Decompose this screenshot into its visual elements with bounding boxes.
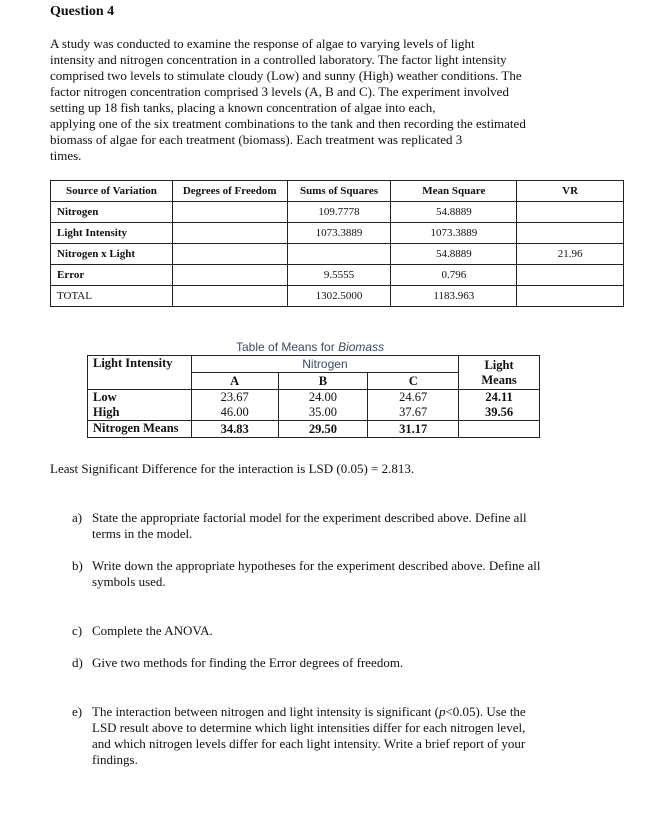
intro-line: comprised two levels to stimulate cloudy (Low) and sunny (High) weather conditions. The <box>50 68 522 83</box>
row-low-label: Low <box>93 390 117 404</box>
light-mean-high: 39.56 <box>484 405 514 419</box>
anova-source: Nitrogen x Light <box>51 244 173 265</box>
anova-vr: 21.96 <box>517 244 624 265</box>
anova-df <box>172 286 287 307</box>
nitrogen-means-label: Nitrogen Means <box>88 421 192 438</box>
anova-df <box>172 202 287 223</box>
table-row <box>51 265 624 286</box>
anova-ms: 54.8889 <box>391 244 517 265</box>
part-e-label: e) <box>72 704 83 719</box>
anova-ms: 54.8889 <box>391 202 517 223</box>
intro-line: applying one of the six treatment combinations to the tank and then recording the estimated <box>50 116 526 131</box>
anova-ss: 1073.3889 <box>287 223 391 244</box>
anova-df <box>172 244 287 265</box>
low-c: 24.67 <box>399 390 428 404</box>
column-c-values <box>368 390 459 421</box>
nitrogen-mean-a: 34.83 <box>191 421 278 438</box>
table-row <box>88 421 540 438</box>
intro-line: setting up 18 fish tanks, placing a known concentration of algae into each, <box>50 100 436 115</box>
light-means-values <box>459 390 540 421</box>
row-high-label: High <box>93 405 120 419</box>
nitrogen-mean-c: 31.17 <box>368 421 459 438</box>
part-b-label: b) <box>72 558 83 573</box>
part-d-label: d) <box>72 655 83 670</box>
anova-ms: 1183.963 <box>391 286 517 307</box>
part-b-text <box>92 558 592 590</box>
anova-header-ss: Sums of Squares <box>287 181 391 202</box>
low-b: 24.00 <box>308 390 338 404</box>
part-e-line1-post: <0.05). Use the <box>445 704 526 719</box>
anova-header-ms: Mean Square <box>391 181 517 202</box>
intro-line: A study was conducted to examine the response of algae to varying levels of light <box>50 36 475 51</box>
light-means-label <box>459 356 540 390</box>
intro-line: intensity and nitrogen concentration in a controlled laboratory. The factor light intensity <box>50 52 507 67</box>
means-header-row <box>88 356 540 373</box>
part-a-line: terms in the model. <box>92 526 193 541</box>
anova-vr <box>517 265 624 286</box>
part-d-text: Give two methods for finding the Error degrees of freedom. <box>92 655 404 670</box>
table-row <box>51 223 624 244</box>
question-intro <box>50 36 580 164</box>
part-e-line: LSD result above to determine which light intensities differ for each nitrogen level, <box>92 720 526 735</box>
part-a-label: a) <box>72 510 83 525</box>
column-c: C <box>368 373 459 390</box>
high-a: 46.00 <box>220 405 249 419</box>
anova-ms: 0.796 <box>391 265 517 286</box>
part-b-line: symbols used. <box>92 574 166 589</box>
part-e-line1-pre: The interaction between nitrogen and light intensity is significant ( <box>92 704 439 719</box>
anova-vr <box>517 202 624 223</box>
lsd-statement: Least Significant Difference for the interaction is LSD (0.05) = 2.813. <box>50 461 415 476</box>
anova-header-df: Degrees of Freedom <box>172 181 287 202</box>
question-title: Question 4 <box>50 4 115 19</box>
light-means-line1: Light <box>484 357 514 372</box>
anova-header-source: Source of Variation <box>51 181 173 202</box>
low-a: 23.67 <box>220 390 249 404</box>
anova-source: Light Intensity <box>51 223 173 244</box>
anova-header-row <box>51 181 624 202</box>
part-b-line: Write down the appropriate hypotheses for the experiment described above. Define all <box>92 558 541 573</box>
intro-line: times. <box>50 148 82 163</box>
anova-ss: 1302.5000 <box>287 286 391 307</box>
anova-vr <box>517 286 624 307</box>
anova-ss: 109.7778 <box>287 202 391 223</box>
light-means-line2: Means <box>481 372 517 387</box>
nitrogen-mean-b: 29.50 <box>278 421 368 438</box>
empty-cell <box>459 421 540 438</box>
anova-header-vr: VR <box>517 181 624 202</box>
column-b-values <box>278 390 368 421</box>
means-table <box>87 355 540 438</box>
part-e-line: findings. <box>92 752 138 767</box>
anova-table <box>50 180 624 307</box>
part-e-line <box>92 704 592 720</box>
light-intensity-label: Light Intensity <box>88 356 192 390</box>
anova-df <box>172 223 287 244</box>
intro-line: factor nitrogen concentration comprised 3 levels (A, B and C). The experiment involved <box>50 84 509 99</box>
anova-ss: 9.5555 <box>287 265 391 286</box>
high-c: 37.67 <box>399 405 428 419</box>
column-b: B <box>278 373 368 390</box>
table-row <box>51 286 624 307</box>
means-caption-prefix: Table of Means for <box>236 340 339 354</box>
part-a-line: State the appropriate factorial model for the experiment described above. Define all <box>92 510 527 525</box>
anova-vr <box>517 223 624 244</box>
anova-source: TOTAL <box>51 286 173 307</box>
means-caption-italic: Biomass <box>338 340 385 354</box>
part-e-p: p <box>438 704 446 719</box>
part-a-text <box>92 510 592 542</box>
row-labels <box>88 390 192 421</box>
anova-source: Nitrogen <box>51 202 173 223</box>
part-c-label: c) <box>72 623 83 638</box>
means-table-caption <box>236 340 384 354</box>
column-a: A <box>191 373 278 390</box>
table-row <box>51 202 624 223</box>
anova-ss <box>287 244 391 265</box>
anova-source: Error <box>51 265 173 286</box>
light-mean-low: 24.11 <box>485 390 513 404</box>
anova-ms: 1073.3889 <box>391 223 517 244</box>
part-c-text: Complete the ANOVA. <box>92 623 213 638</box>
table-row <box>88 390 540 421</box>
anova-df <box>172 265 287 286</box>
column-a-values <box>191 390 278 421</box>
high-b: 35.00 <box>308 405 338 419</box>
part-e-line: and which nitrogen levels differ for each light intensity. Write a brief report of your <box>92 736 526 751</box>
table-row <box>51 244 624 265</box>
intro-line: biomass of algae for each treatment (biomass). Each treatment was replicated 3 <box>50 132 463 147</box>
part-e-text <box>92 704 592 768</box>
nitrogen-label: Nitrogen <box>191 356 458 373</box>
